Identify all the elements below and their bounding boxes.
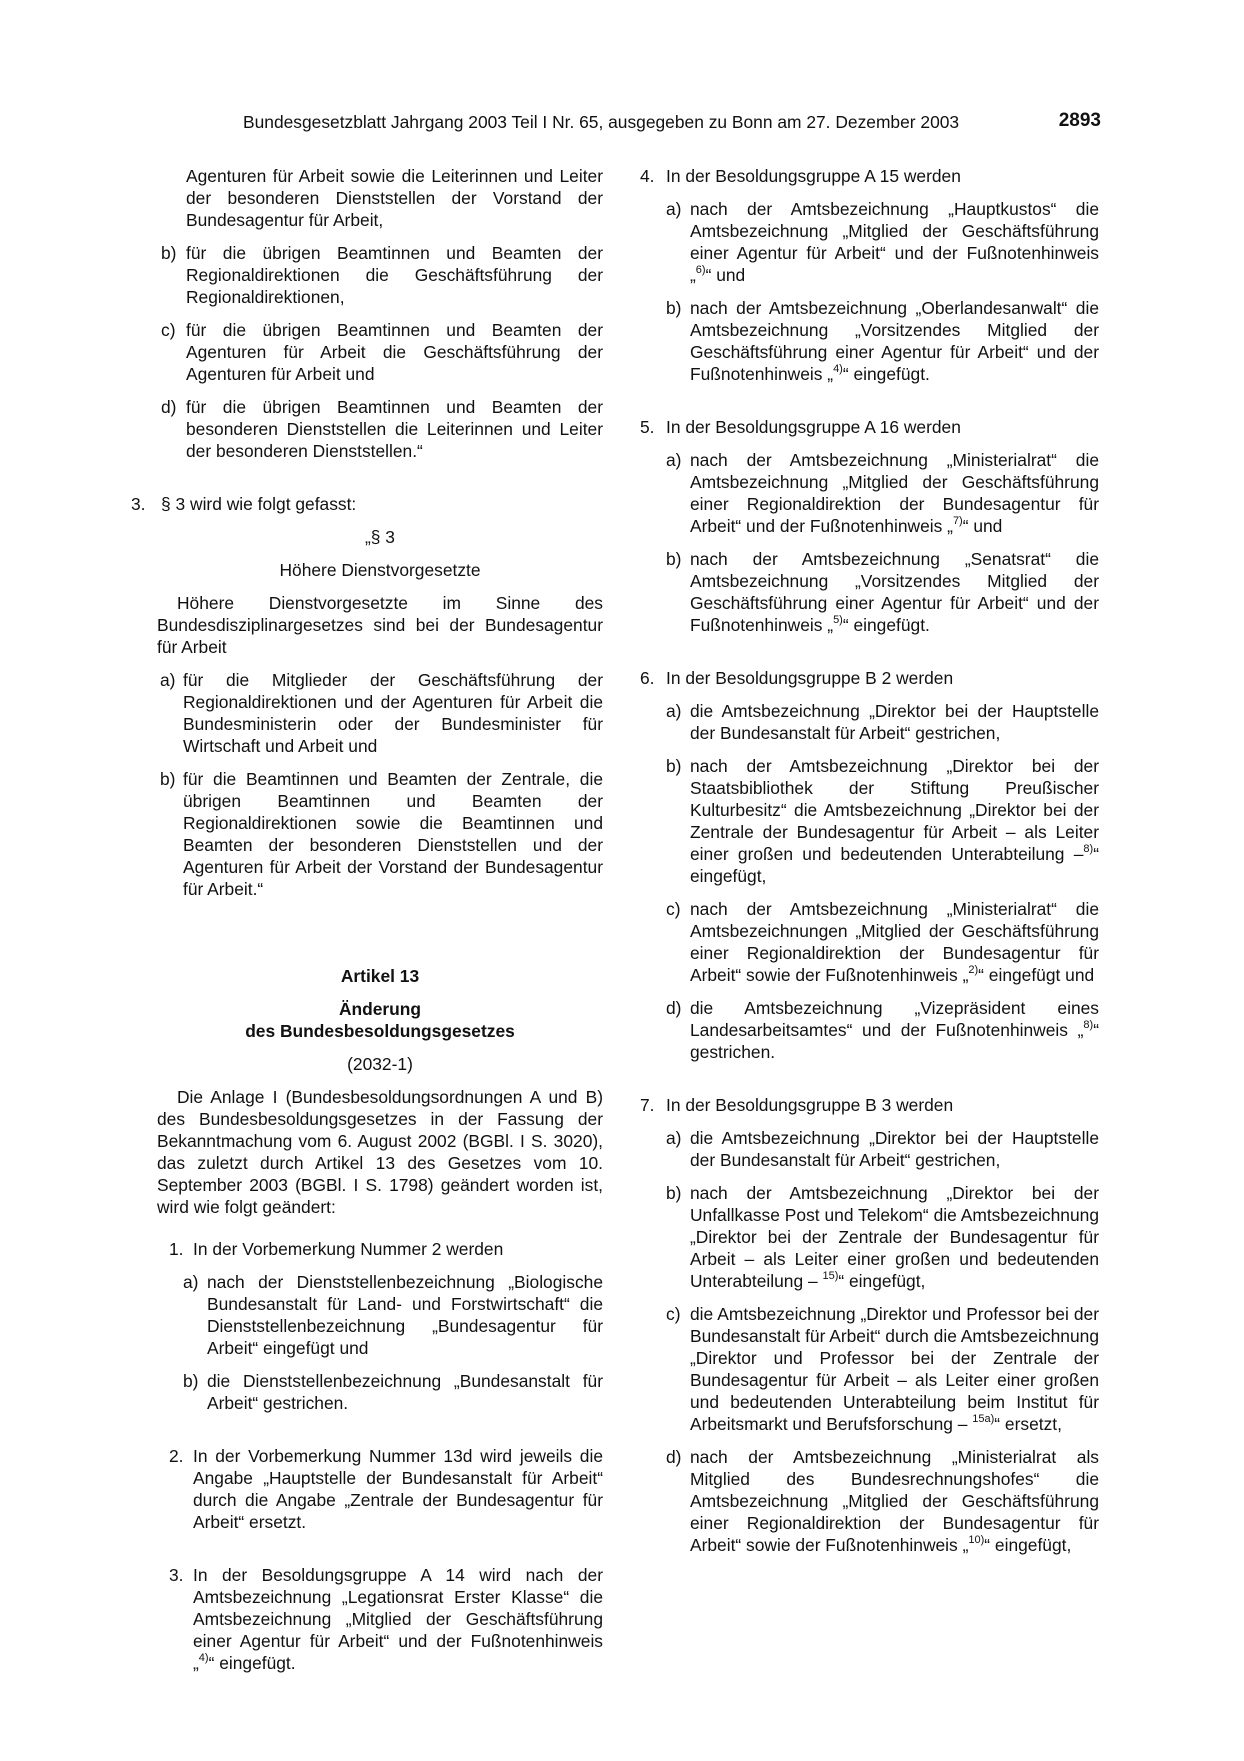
section-3-block [131,526,603,900]
list-item-text [690,549,1099,635]
footnote-ref: 15) [822,1270,839,1283]
list-item-b [131,242,603,308]
left-column [131,165,603,1685]
numbered-item-4 [640,165,1099,187]
list-marker: c) [161,320,176,340]
list-marker: b) [160,769,176,789]
item-text: In der Besoldungsgruppe A 16 werden [666,417,961,437]
list-marker: d) [161,397,177,417]
sub-item-1b [157,1370,603,1414]
text-part: “ eingefügt. [208,1653,296,1673]
article-title-line-2: des Bundesbesoldungsgesetzes [245,1021,515,1041]
list-marker: b) [666,1183,682,1203]
sub-item-5b [640,548,1099,636]
footnote-ref: 8) [1083,1019,1094,1032]
text-part: nach der Amtsbezeichnung „Hauptkustos“ die Amtsbezeichnung „Mitglied der Geschäftsführung einer Agentur für Arbeit“ und der Fußnotenhinweis „ [690,199,1099,285]
list-item-d [131,396,603,462]
list-item-text [690,1447,1099,1555]
text-part: nach der Amtsbezeichnung „Ministerialrat“ die Amtsbezeichnung „Mitglied der Geschäftsführung einer Regionaldirektion der Bundesagentur für Arbeit“ und der Fußnotenhinweis „ [690,450,1099,536]
sub-item-6c [640,898,1099,986]
numbered-item-7 [640,1094,1099,1116]
list-marker: b) [666,298,682,318]
text-part: nach der Amtsbezeichnung „Direktor bei der Staatsbibliothek der Stiftung Preußischer Kulturbesitz“ die Amtsbezeichnung „Direktor bei der Zentrale der Bundesagentur für Arbeit – als Leiter einer großen und bedeutenden Unterabteilung – [690,756,1099,864]
item-number: 7. [640,1095,655,1115]
item-number: 2. [169,1446,184,1466]
list-marker: a) [666,450,682,470]
list-marker: d) [666,1447,682,1467]
footnote-ref: 8) [1083,843,1094,856]
list-marker: b) [666,756,682,776]
text-part: nach der Amtsbezeichnung „Ministerialrat als Mitglied des Bundesrechnungshofes“ die Amtsbezeichnung „Mitglied der Geschäftsführung einer Regionaldirektion der Bundesagentur für Arbeit“ sowie der Fußnotenhinweis „ [690,1447,1099,1555]
item-number: 3. [169,1565,184,1585]
numbered-item-3 [131,493,603,515]
sub-item-6b [640,755,1099,887]
list-marker: b) [183,1371,199,1391]
list-item-text: für die Mitglieder der Geschäftsführung der Regionaldirektionen und der Agenturen für Arbeit die Bundesministerin oder der Bundesminister für Wirtschaft und Arbeit und [183,670,603,756]
numbered-item-5 [640,416,1099,438]
item-number: 1. [169,1239,184,1259]
text-part: “ eingefügt, [984,1535,1072,1555]
list-marker: a) [183,1272,199,1292]
list-item-text: für die übrigen Beamtinnen und Beamten der Regionaldirektionen die Geschäftsführung der Regionaldirektionen, [186,243,603,307]
item-text: § 3 wird wie folgt gefasst: [161,494,357,514]
sub-item-5a [640,449,1099,537]
item-number: 5. [640,417,655,437]
section-heading: „§ 3 [365,527,395,547]
section-intro: Höhere Dienstvorgesetzte im Sinne des Bundesdisziplinargesetzes sind bei der Bundesagentur für Arbeit [157,593,603,657]
sub-item-6a [640,700,1099,744]
sub-item-4a [640,198,1099,286]
item-text: In der Besoldungsgruppe B 3 werden [666,1095,954,1115]
item-number: 3. [131,494,146,514]
list-item-text [690,998,1099,1062]
list-marker: d) [666,998,682,1018]
sub-item-1a [157,1271,603,1359]
text-part: “ eingefügt und [978,965,1095,985]
item-number: 4. [640,166,655,186]
item-text: In der Besoldungsgruppe A 15 werden [666,166,961,186]
list-item-text [690,298,1099,384]
list-item-text [690,199,1099,285]
running-head: Bundesgesetzblatt Jahrgang 2003 Teil I Nr. 65, ausgegeben zu Bonn am 27. Dezember 2003 [243,112,960,132]
footnote-ref: 10) [968,1534,985,1547]
footnote-ref: 2) [968,964,979,977]
list-item-text: die Amtsbezeichnung „Direktor bei der Hauptstelle der Bundesanstalt für Arbeit“ gestrichen, [690,1128,1099,1170]
list-marker: a) [666,701,682,721]
numbered-item-6 [640,667,1099,689]
list-marker: a) [666,199,682,219]
list-item-text [690,1183,1099,1291]
list-marker: b) [161,243,177,263]
numbered-item-3 [169,1564,603,1674]
text-part: “ ersetzt, [994,1414,1062,1434]
text-part: nach der Amtsbezeichnung „Direktor bei der Unfallkasse Post und Telekom“ die Amtsbezeichnung „Direktor bei der Zentrale der Bundesagentur für Arbeit – als Leiter einer großen und bedeutenden Unterabteilung – [690,1183,1099,1291]
item-text: In der Vorbemerkung Nummer 2 werden [193,1239,504,1259]
text-part: nach der Amtsbezeichnung „Senatsrat“ die Amtsbezeichnung „Vorsitzendes Mitglied der Geschäftsführung einer Agentur für Arbeit“ und der Fußnotenhinweis „ [690,549,1099,635]
list-item-text: für die übrigen Beamtinnen und Beamten der Agenturen für Arbeit die Geschäftsführung der Agenturen für Arbeit und [186,320,603,384]
section-title: Höhere Dienstvorgesetzte [279,560,481,580]
numbered-item-2 [169,1445,603,1533]
list-marker: b) [666,549,682,569]
page-number: 2893 [1058,110,1101,131]
footnote-ref: 4) [198,1652,209,1665]
list-item-text: für die Beamtinnen und Beamten der Zentrale, die übrigen Beamtinnen und Beamten der Regionaldirektionen sowie die Beamtinnen und Beamten der besonderen Dienststellen und der Agenturen für Arbeit der Vorstand der Bundesagentur für Arbeit.“ [183,769,603,899]
footnote-ref: 6) [695,264,706,277]
sub-item-7d [640,1446,1099,1556]
text-part: “ eingefügt, [690,844,1099,886]
sub-item-4b [640,297,1099,385]
list-marker: c) [666,1304,681,1324]
list-marker: a) [160,670,176,690]
list-item-text: die Amtsbezeichnung „Direktor bei der Hauptstelle der Bundesanstalt für Arbeit“ gestrichen, [690,701,1099,743]
list-item-text [690,1304,1099,1434]
item-text: In der Vorbemerkung Nummer 13d wird jeweils die Angabe „Hauptstelle der Bundesanstalt für Arbeit“ durch die Angabe „Zentrale der Bundesagentur für Arbeit“ ersetzt. [193,1446,603,1532]
list-item-text [690,756,1099,886]
text-part: “ und [705,265,746,285]
article-fna: (2032-1) [347,1054,413,1074]
list-item-text: für die übrigen Beamtinnen und Beamten der besonderen Dienststellen die Leiterinnen und Leiter der besonderen Dienststellen.“ [186,397,603,461]
section-item-a [157,669,603,757]
sub-item-7a [640,1127,1099,1171]
article-13-block [131,965,603,1674]
section-item-b [157,768,603,900]
article-title-line-1: Änderung [338,999,422,1019]
list-marker: a) [666,1128,682,1148]
numbered-item-1 [169,1238,603,1260]
sub-item-7b [640,1182,1099,1292]
continued-paragraph: Agenturen für Arbeit sowie die Leiterinnen und Leiter der besonderen Dienststellen der Vorstand der Bundesagentur für Arbeit, [186,166,603,230]
article-label: Artikel 13 [340,966,420,986]
text-part: die Amtsbezeichnung „Vizepräsident eines Landesarbeitsamtes“ und der Fußnotenhinweis „ [690,998,1099,1040]
text-part: In der Besoldungsgruppe A 14 wird nach der Amtsbezeichnung „Legationsrat Erster Klasse“ die Amtsbezeichnung „Mitglied der Geschäftsführung einer Agentur für Arbeit“ und der Fußnotenhinweis „ [193,1565,603,1673]
list-item-text [690,450,1099,536]
text-part: “ und [962,516,1003,536]
text-part: “ eingefügt. [842,364,930,384]
text-part: nach der Amtsbezeichnung „Ministerialrat“ die Amtsbezeichnungen „Mitglied der Geschäftsführung einer Regionaldirektion der Bundesagentur für Arbeit“ sowie der Fußnotenhinweis „ [690,899,1099,985]
list-item-text: nach der Dienststellenbezeichnung „Biologische Bundesanstalt für Land- und Forstwirtschaft“ die Dienststellenbezeichnung „Bundesagentur für Arbeit“ eingefügt und [207,1272,603,1358]
list-item-c [131,319,603,385]
footnote-ref: 15a) [972,1413,995,1426]
text-part: “ eingefügt, [838,1271,926,1291]
item-text [193,1565,603,1673]
sub-item-7c [640,1303,1099,1435]
footnote-ref: 5) [833,614,843,627]
text-part: “ eingefügt. [842,615,930,635]
sub-item-6d [640,997,1099,1063]
text-part: die Amtsbezeichnung „Direktor und Professor bei der Bundesanstalt für Arbeit“ durch die Amtsbezeichnung „Direktor und Professor bei der Zentrale der Bundesagentur für Arbeit – als Leiter einer großen und bedeutenden Unterabteilung beim Institut für Arbeitsmarkt und Berufsforschung – [690,1304,1099,1434]
list-marker: c) [666,899,681,919]
item-number: 6. [640,668,655,688]
list-item-text: die Dienststellenbezeichnung „Bundesanstalt für Arbeit“ gestrichen. [207,1371,603,1413]
list-item-text [690,899,1099,985]
footnote-ref: 7) [952,515,963,528]
right-column [640,165,1099,1567]
text-part: nach der Amtsbezeichnung „Oberlandesanwalt“ die Amtsbezeichnung „Vorsitzendes Mitglied der Geschäftsführung einer Agentur für Arbeit“ und der Fußnotenhinweis „ [690,298,1099,384]
text-part: “ gestrichen. [690,1020,1099,1062]
item-text: In der Besoldungsgruppe B 2 werden [666,668,954,688]
footnote-ref: 4) [833,363,843,376]
article-intro: Die Anlage I (Bundesbesoldungsordnungen A und B) des Bundesbesoldungsgesetzes in der Fassung der Bekanntmachung vom 6. August 2002 (BGBl. I S. 3020), das zuletzt durch Artikel 13 des Gesetzes vom 10. September 2003 (BGBl. I S. 1798) geändert worden ist, wird wie folgt geändert: [157,1087,603,1217]
